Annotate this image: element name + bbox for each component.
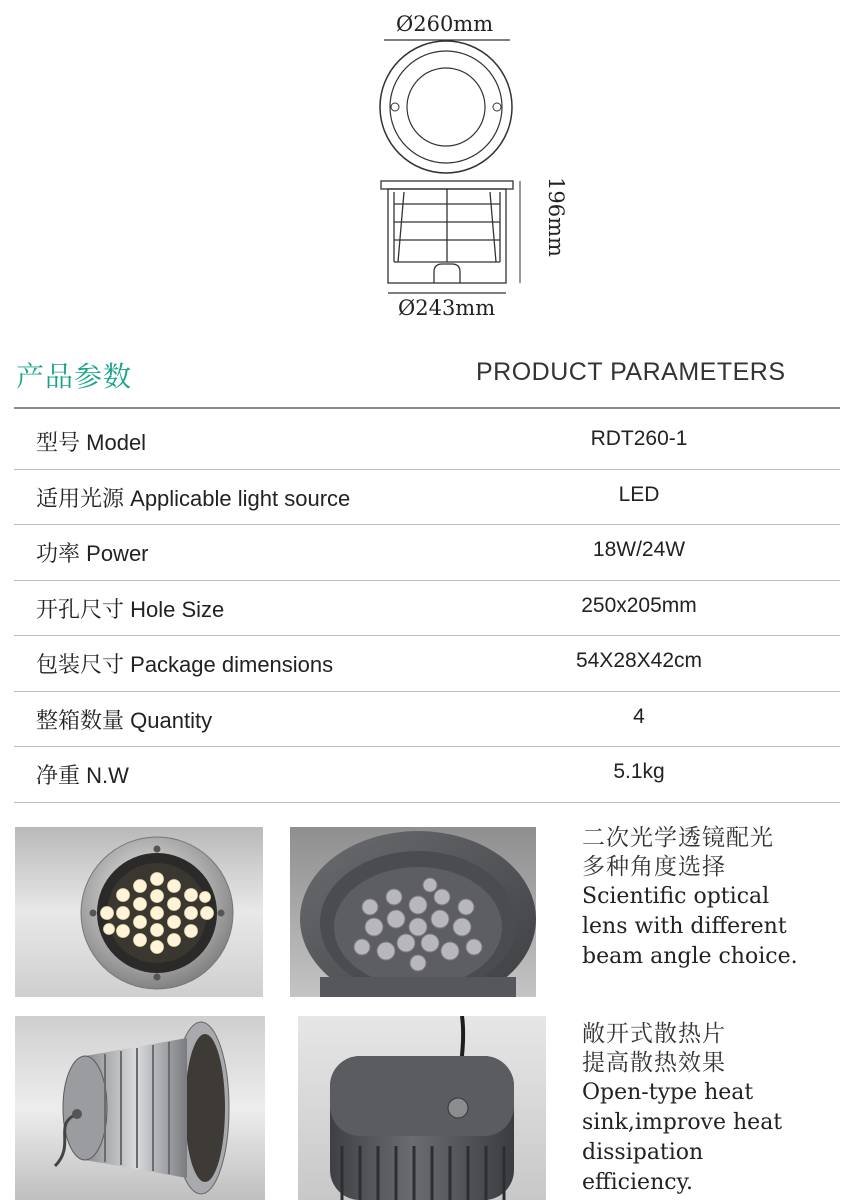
top-view-outer-ring	[380, 41, 512, 173]
feature-en-line: dissipation	[582, 1140, 704, 1165]
param-label-en: Hole Size	[130, 596, 225, 622]
params-title-en: PRODUCT PARAMETERS	[476, 358, 786, 386]
param-label-en: Applicable light source	[130, 485, 351, 511]
param-label	[36, 593, 224, 624]
param-label	[36, 426, 146, 457]
param-row-quantity	[14, 692, 840, 748]
feature-cn-line: 二次光学透镜配光	[582, 825, 774, 851]
product-photo-top-view-svg	[15, 827, 263, 997]
product-photo-side-view-svg	[15, 1016, 265, 1200]
feature-en-line: Open-type heat	[582, 1080, 754, 1105]
param-value: RDT260-1	[590, 427, 688, 450]
param-value: 18W/24W	[592, 538, 686, 561]
feature-cn-line: 多种角度选择	[582, 854, 726, 880]
params-table	[14, 414, 840, 803]
params-title-cn: 产品参数	[16, 360, 133, 393]
top-view-screw-left	[391, 103, 399, 111]
diameter-bottom-label: Ø243mm	[398, 296, 496, 320]
param-value: LED	[618, 482, 660, 506]
product-photo-heatsink	[298, 1016, 546, 1200]
param-row-net-weight	[14, 747, 840, 803]
product-photo-lens-closeup-svg	[290, 827, 536, 997]
height-label: 196mm	[543, 177, 568, 257]
side-view-flange	[381, 181, 513, 189]
side-view	[381, 181, 513, 283]
product-photo-heatsink-svg	[298, 1016, 546, 1200]
feature-en-line: lens with different	[582, 914, 787, 939]
param-label	[36, 648, 333, 679]
product-photo-top-view	[15, 827, 263, 997]
param-label-cn: 整箱数量	[36, 708, 125, 734]
param-value: 250x205mm	[581, 593, 697, 617]
param-label-cn: 开孔尺寸	[36, 597, 125, 623]
param-label-en: Package dimensions	[130, 652, 334, 677]
product-photo-side-view	[15, 1016, 265, 1200]
param-row-package	[14, 636, 840, 692]
param-value: 5.1kg	[613, 760, 665, 783]
param-value: 54X28X42cm	[575, 649, 703, 672]
param-label	[36, 482, 350, 513]
feature-en-line: Scientific optical	[582, 884, 770, 909]
param-label-en: N.W	[86, 763, 129, 788]
param-label-cn: 适用光源	[36, 486, 125, 512]
feature-cn-line: 提高散热效果	[582, 1050, 726, 1076]
dimension-drawing	[0, 0, 850, 330]
feature-optics	[582, 824, 842, 972]
param-value: 4	[633, 704, 645, 728]
param-label	[36, 704, 212, 735]
feature-en-line: efficiency.	[582, 1170, 694, 1195]
diameter-top-label: Ø260mm	[396, 12, 494, 36]
param-row-model	[14, 414, 840, 470]
feature-en-line: sink,improve heat	[582, 1110, 783, 1135]
param-row-hole-size	[14, 581, 840, 637]
param-label-cn: 净重	[36, 764, 81, 789]
dimension-drawing-svg	[0, 0, 850, 330]
param-label-cn: 功率	[36, 542, 81, 567]
param-label-en: Power	[86, 541, 149, 566]
feature-cn-line: 敞开式散热片	[582, 1021, 726, 1047]
param-label-en: Quantity	[130, 707, 213, 733]
param-label-cn: 型号	[36, 431, 81, 456]
side-view-cable-port	[434, 264, 460, 283]
params-title-rule	[14, 407, 840, 409]
feature-heatsink	[582, 1020, 842, 1198]
param-label	[36, 759, 129, 790]
param-row-power	[14, 525, 840, 581]
feature-en-line: beam angle choice.	[582, 944, 798, 969]
param-label-en: Model	[86, 430, 147, 455]
top-view-lens	[407, 68, 485, 146]
top-view-screw-right	[493, 103, 501, 111]
param-label-cn: 包装尺寸	[36, 653, 125, 678]
param-label	[36, 537, 149, 568]
product-photo-lens-closeup	[290, 827, 536, 997]
param-row-light-source	[14, 470, 840, 526]
